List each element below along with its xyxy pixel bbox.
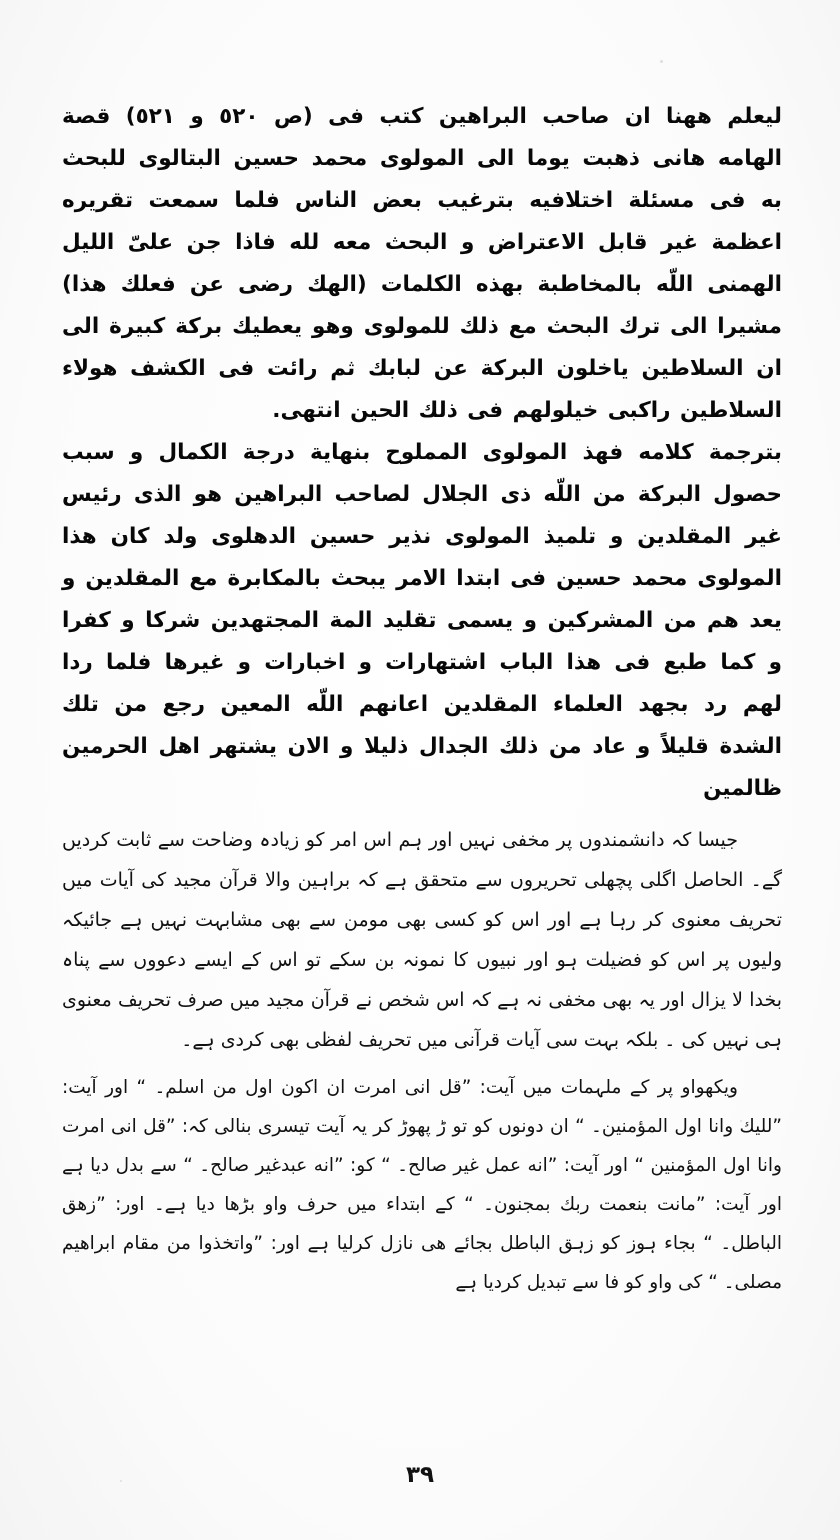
- page-content: [62, 96, 782, 1302]
- page-number: ۳۹: [405, 1462, 435, 1488]
- arabic-passage: [62, 96, 782, 810]
- arabic-paragraph-1: ليعلم ههنا ان صاحب البراهين كتب فى (ص ٥٢٠ و ٥٢١) قصة الهامه هانى ذهبت يوما الى المولوى محمد حسين البتالوى للبحث به فى مسئلة اختلافيه بترغيب بعض الناس فلما سمعت تقريره اعظمة غير قابل الاعتراض و البحث معه لله فاذا جن علىّ الليل الهمنى اللّه بالمخاطبة بهذه الكلمات (الهك رضى عن فعلك هذا) مشيرا الى ترك البحث مع ذلك للمولوى وهو يعطيك بركة كبيرة الى ان السلاطين ياخلون البركة عن لبابك ثم رائت فى الكشف هولاء السلاطين راكبى خيلولهم فى ذلك الحين انتهى.: [62, 104, 782, 423]
- urdu-paragraph-1: جیسا کہ دانشمندوں پر مخفی نہیں اور ہم اس امر کو زیادہ وضاحت سے ثابت کردیں گے۔ الحاصل اگلی پچھلی تحریروں سے متحقق ہے کہ براہین والا قرآن مجید کی آیات میں تحریف معنوی کر رہا ہے اور اس کو کسی بھی مومن سے بھی مشابہت نہیں ہے جائیکہ ولیوں پر اس کو فضیلت ہو اور نبیوں کا نمونہ بن سکے تو اس کے ایسے دعووں سے پناہ بخدا لا یزال اور یہ بھی مخفی نہ ہے کہ اس شخص نے قرآن مجید میں صرف تحریف معنوی ہی نہیں کی ۔ بلکہ بہت سی آیات قرآنی میں تحریف لفظی بھی کردی ہے۔: [62, 829, 782, 1051]
- mixed-quotations-passage: [62, 1068, 782, 1302]
- arabic-paragraph-2: بترجمة كلامه فهذ المولوى المملوح بنهاية درجة الكمال و سبب حصول البركة من اللّه ذى الجلال لصاحب البراهين هو الذى رئيس غير المقلدين و تلميذ المولوى نذير حسين الدهلوى ولد كان هذا المولوى محمد حسين فى ابتدا الامر يبحث بالمكابرة مع المقلدين و يعد هم من المشركين و يسمى تقليد المة المجتهدين شركا و كفرا و كما طبع فى هذا الباب اشتهارات و اخبارات و غيرها فلما ردا لهم رد بجهد العلماء المقلدين اعانهم اللّه المعين رجع من تلك الشدة قليلاً و عاد من ذلك الجدال ذليلا و الان يشتهر اهل الحرمين ظالمين: [62, 440, 782, 801]
- mixed-paragraph-1: ویکھواو پر کے ملہمات میں آیت: ”قل انى امرت ان اكون اول من اسلم۔ “ اور آیت: ”لليك وانا اول المؤمنين۔ “ ان دونوں کو تو ڑ پھوڑ کر یہ آیت تیسری بنالی کہ: ”قل انى امرت وانا اول المؤمنين “ اور آیت: ”انه عمل غير صالح۔ “ کو: ”انه عبدغير صالح۔ “ سے بدل دیا ہے اور آیت: ”مانت بنعمت ربك بمجنون۔ “ کے ابتداء میں حرف واو بڑھا دیا ہے۔ اور: ”زهق الباطل۔ “ بجاء ہوز کو زہق الباطل بجائے ھی نازل کرلیا ہے اور: ”واتخذوا من مقام ابراهيم مصلى۔ “ کی واو کو فا سے تبدیل کردیا ہے: [62, 1077, 782, 1293]
- urdu-passage: [62, 820, 782, 1060]
- paper-speck: [660, 60, 663, 63]
